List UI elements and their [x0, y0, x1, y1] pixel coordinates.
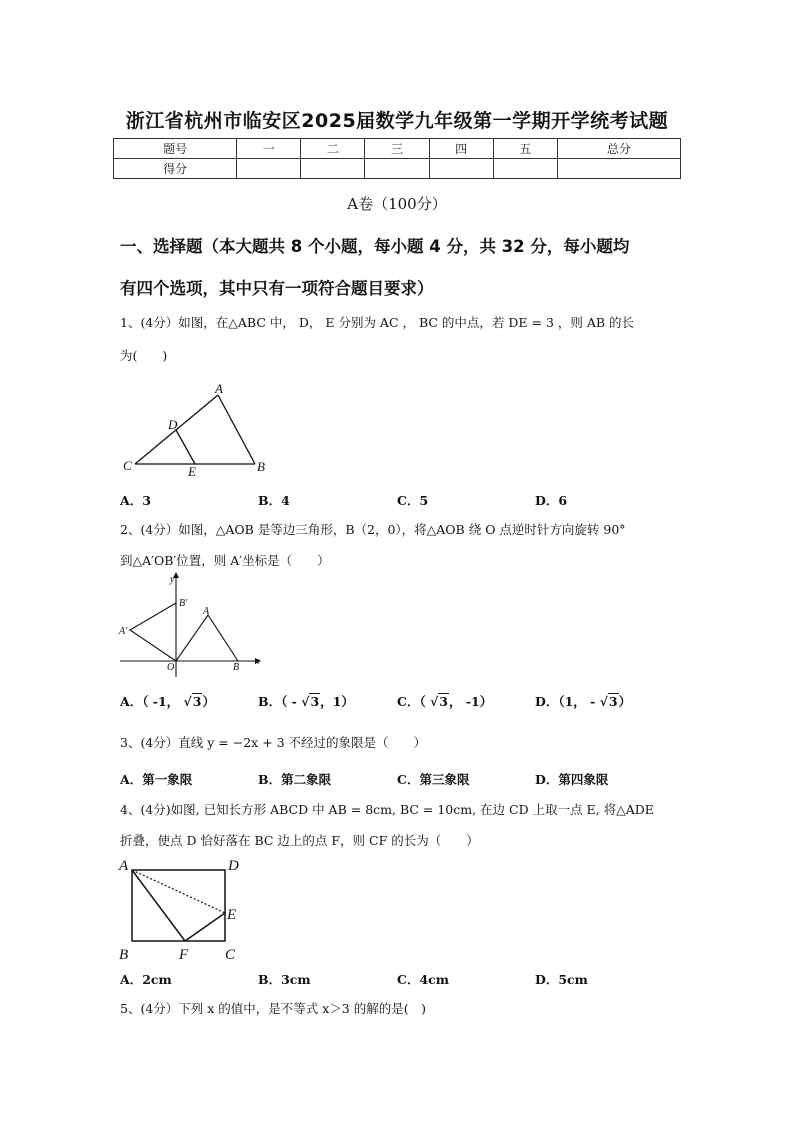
- q2-option-d-pre: D．（1， -: [535, 694, 600, 709]
- q2-option-b-post: ，1）: [320, 694, 354, 709]
- q4-text-line2: 折叠，使点 D 恰好落在 BC 边上的点 F，则 CF 的长为（ ）: [120, 833, 479, 848]
- q1-option-d[interactable]: D．6: [535, 493, 568, 508]
- q4-option-c[interactable]: C．4cm: [397, 972, 449, 987]
- score-header-cell: 题号: [114, 139, 237, 159]
- q2-label-a-prime: A′: [119, 626, 128, 637]
- q1-label-c: C: [123, 458, 132, 473]
- q2-option-a-post: ）: [202, 694, 215, 709]
- q1-segment-de: [176, 430, 195, 464]
- q4-label-e: E: [227, 907, 237, 923]
- q4-segment-fe: [185, 913, 225, 941]
- q1-label-e: E: [188, 464, 196, 479]
- q2-text-line1: 2、(4分）如图，△AOB 是等边三角形，B（2，0），将△AOB 绕 O 点逆时针方向旋转 90°: [120, 522, 626, 537]
- section-roll-title: A卷（100分）: [347, 195, 447, 213]
- q1-text-line1: 1、(4分）如图，在△ABC 中， D， E 分别为 AC ， BC 的中点，若 DE = 3 ，则 AB 的长: [120, 315, 635, 330]
- q2-option-c-radicand: 3: [439, 694, 448, 709]
- q2-label-x: x: [255, 656, 260, 667]
- q2-option-d-post: ）: [618, 694, 632, 709]
- q1-text-line2: 为( ): [120, 348, 168, 363]
- score-header-cell: 总分: [557, 139, 680, 159]
- q2-triangle-aob: [176, 615, 238, 661]
- q1-label-a: A: [215, 381, 223, 396]
- q2-option-a-radicand: 3: [192, 694, 202, 709]
- score-header-cell: 一: [237, 139, 301, 159]
- q5-text-line1: 5、(4分）下列 x 的值中，是不等式 x＞3 的解的是( ): [120, 1001, 426, 1016]
- q2-option-d-radicand: 3: [608, 694, 618, 709]
- q2-option-c-pre: C．（: [397, 694, 431, 709]
- q2-label-b-prime: B′: [179, 598, 188, 609]
- q2-label-a: A: [203, 606, 210, 617]
- q2-label-o: O: [167, 662, 175, 673]
- q3-text-line1: 3、(4分）直线 y = −2x + 3 不经过的象限是（ ）: [120, 735, 427, 750]
- q3-option-b[interactable]: B．第二象限: [258, 772, 332, 787]
- score-input-cell[interactable]: [365, 159, 429, 179]
- score-header-cell: 五: [493, 139, 557, 159]
- score-input-cell[interactable]: [301, 159, 365, 179]
- q2-option-a-pre: A．（ -1，: [120, 694, 184, 709]
- section-heading-line1: 一、选择题（本大题共 8 个小题，每小题 4 分，共 32 分，每小题均: [120, 237, 630, 256]
- q2-triangle-a-prime: [130, 603, 176, 661]
- q2-option-d[interactable]: D．（1， - √3）: [535, 694, 632, 709]
- q3-option-a[interactable]: A．第一象限: [120, 772, 193, 787]
- q2-options: [120, 692, 680, 712]
- q2-option-c[interactable]: C．（ √3， -1）: [397, 694, 493, 709]
- q1-label-b: B: [257, 459, 265, 474]
- score-table: [113, 138, 681, 179]
- score-header-cell: 三: [365, 139, 429, 159]
- q4-segment-af: [132, 870, 185, 941]
- score-input-cell[interactable]: [237, 159, 301, 179]
- page-title: 浙江省杭州市临安区2025届数学九年级第一学期开学统考试题: [125, 110, 669, 132]
- q4-segment-ae-dashed: [132, 870, 225, 913]
- q1-option-b[interactable]: B．4: [258, 493, 290, 508]
- q2-option-b-pre: B．（ -: [258, 694, 302, 709]
- q3-option-c[interactable]: C．第三象限: [397, 772, 470, 787]
- q4-label-c: C: [225, 947, 236, 963]
- q2-option-c-post: ， -1）: [448, 694, 493, 709]
- q3-options: [120, 770, 680, 788]
- q2-option-b[interactable]: B．（ - √3，1）: [258, 694, 354, 709]
- q4-option-a[interactable]: A．2cm: [120, 972, 172, 987]
- q2-rotation-figure: [115, 572, 270, 682]
- q4-label-b: B: [119, 947, 129, 963]
- score-table-score-row: [114, 159, 681, 179]
- q4-label-d: D: [228, 858, 239, 874]
- q2-option-b-radicand: 3: [310, 694, 320, 709]
- q4-rectangle-figure: [115, 853, 255, 965]
- score-table-header-row: [114, 139, 681, 159]
- q2-label-b: B: [233, 662, 240, 673]
- q2-option-a[interactable]: A．（ -1， √3）: [120, 694, 215, 709]
- section-heading-line2: 有四个选项，其中只有一项符合题目要求）: [120, 279, 434, 298]
- q2-label-y: y: [170, 574, 175, 585]
- score-row-label: 得分: [114, 159, 237, 179]
- q4-rectangle-abcd: [132, 870, 225, 941]
- score-input-cell[interactable]: [557, 159, 680, 179]
- q4-option-b[interactable]: B．3cm: [258, 972, 311, 987]
- q4-label-f: F: [179, 947, 189, 963]
- q1-segment-ab: [218, 395, 255, 464]
- q1-options: [120, 491, 680, 509]
- q1-option-c[interactable]: C．5: [397, 493, 429, 508]
- score-input-cell[interactable]: [493, 159, 557, 179]
- q1-option-a[interactable]: A．3: [120, 493, 151, 508]
- score-input-cell[interactable]: [429, 159, 493, 179]
- q4-options: [120, 970, 680, 988]
- q4-label-a: A: [119, 858, 129, 874]
- score-header-cell: 四: [429, 139, 493, 159]
- q2-text-line2: 到△A′OB′位置，则 A′坐标是（ ）: [120, 553, 330, 568]
- q4-text-line1: 4、(4分)如图, 已知长方形 ABCD 中 AB = 8cm, BC = 10cm, 在边 CD 上取一点 E, 将△ADE: [120, 802, 654, 817]
- q4-option-d[interactable]: D．5cm: [535, 972, 588, 987]
- q1-triangle-figure: [115, 380, 280, 480]
- q3-option-d[interactable]: D．第四象限: [535, 772, 609, 787]
- score-header-cell: 二: [301, 139, 365, 159]
- q1-label-d: D: [168, 417, 178, 432]
